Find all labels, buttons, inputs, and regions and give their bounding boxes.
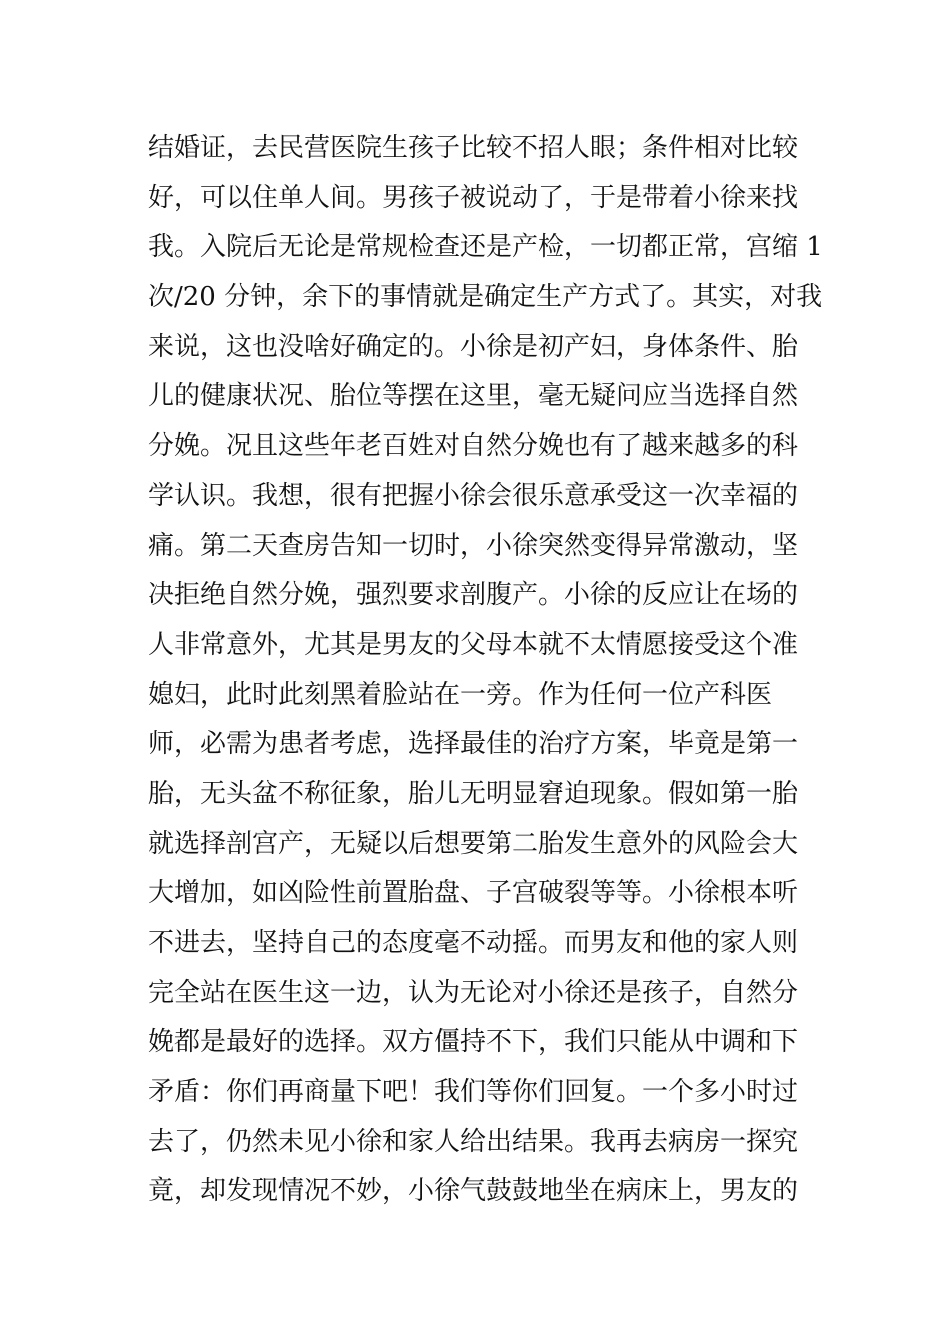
- text-line: 去了，仍然未见小徐和家人给出结果。我再去病房一探究: [148, 1126, 799, 1157]
- text-line: 好，可以住单人间。男孩子被说动了，于是带着小徐来找: [148, 182, 799, 213]
- text-line: 决拒绝自然分娩，强烈要求剖腹产。小徐的反应让在场的: [148, 580, 799, 611]
- text-line: 师，必需为患者考虑，选择最佳的治疗方案，毕竟是第一: [148, 729, 799, 760]
- text-line: 儿的健康状况、胎位等摆在这里，毫无疑问应当选择自然: [148, 381, 799, 412]
- text-line: 次/20 分钟，余下的事情就是确定生产方式了。其实，对我: [148, 282, 823, 313]
- text-line: 结婚证，去民营医院生孩子比较不招人眼；条件相对比较: [148, 133, 799, 163]
- text-line: 就选择剖宫产，无疑以后想要第二胎发生意外的风险会大: [148, 828, 799, 859]
- body-text: [148, 124, 828, 1217]
- text-line: 学认识。我想，很有把握小徐会很乐意承受这一次幸福的: [148, 480, 799, 511]
- text-line: 痛。第二天查房告知一切时，小徐突然变得异常激动，坚: [148, 530, 799, 561]
- text-line: 胎，无头盆不称征象，胎儿无明显窘迫现象。假如第一胎: [148, 778, 799, 809]
- text-line: 我。入院后无论是常规检查还是产检，一切都正常，宫缩 1: [148, 232, 823, 263]
- text-line: 人非常意外，尤其是男友的父母本就不太情愿接受这个准: [148, 629, 799, 660]
- text-line: 矛盾：你们再商量下吧！我们等你们回复。一个多小时过: [148, 1077, 799, 1108]
- text-line: 大增加，如凶险性前置胎盘、子宫破裂等等。小徐根本听: [148, 878, 799, 909]
- text-line: 媳妇，此时此刻黑着脸站在一旁。作为任何一位产科医: [148, 679, 773, 710]
- text-line: 分娩。况且这些年老百姓对自然分娩也有了越来越多的科: [148, 431, 799, 462]
- text-line: 不进去，坚持自己的态度毫不动摇。而男友和他的家人则: [148, 928, 799, 958]
- text-line: 完全站在医生这一边，认为无论对小徐还是孩子，自然分: [148, 977, 799, 1008]
- text-line: 来说，这也没啥好确定的。小徐是初产妇，身体条件、胎: [148, 331, 799, 362]
- text-line: 竟，却发现情况不妙，小徐气鼓鼓地坐在病床上，男友的: [148, 1176, 799, 1207]
- text-line: 娩都是最好的选择。双方僵持不下，我们只能从中调和下: [148, 1027, 799, 1058]
